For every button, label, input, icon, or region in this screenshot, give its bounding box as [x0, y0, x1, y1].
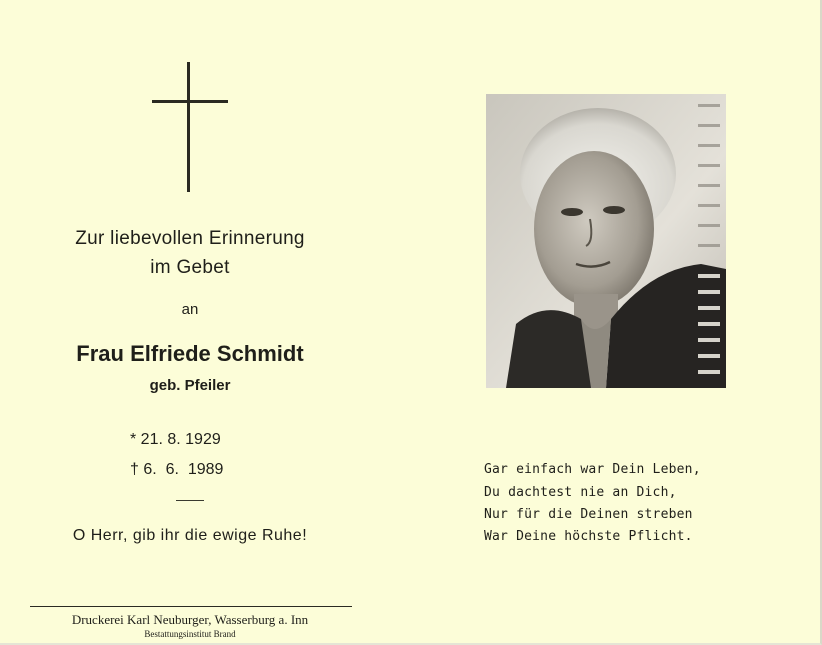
- prayer-text: O Herr, gib ihr die ewige Ruhe!: [72, 527, 308, 544]
- preposition-text: an: [181, 301, 199, 318]
- birth-date: * 21. 8. 1929: [130, 431, 221, 448]
- footer-divider: [30, 606, 352, 607]
- portrait-photo: [486, 94, 726, 388]
- funeral-institute: Bestattungsinstitut Brand: [144, 629, 236, 639]
- printer-credit: Druckerei Karl Neuburger, Wasserburg a. Inn: [71, 612, 309, 627]
- death-date: † 6. 6. 1989: [130, 461, 224, 478]
- cross-icon: [152, 62, 228, 192]
- verse-line: Nur für die Deinen streben: [484, 507, 693, 522]
- divider: [176, 500, 204, 501]
- verse-line: Gar einfach war Dein Leben,: [484, 462, 701, 477]
- deceased-name: Frau Elfriede Schmidt: [76, 341, 304, 366]
- verse-line: War Deine höchste Pflicht.: [484, 529, 693, 544]
- memorial-subheading: im Gebet: [150, 257, 230, 278]
- memorial-heading: Zur liebevollen Erinnerung: [75, 228, 305, 249]
- verse-line: Du dachtest nie an Dich,: [484, 485, 677, 500]
- maiden-name: geb. Pfeiler: [149, 377, 231, 394]
